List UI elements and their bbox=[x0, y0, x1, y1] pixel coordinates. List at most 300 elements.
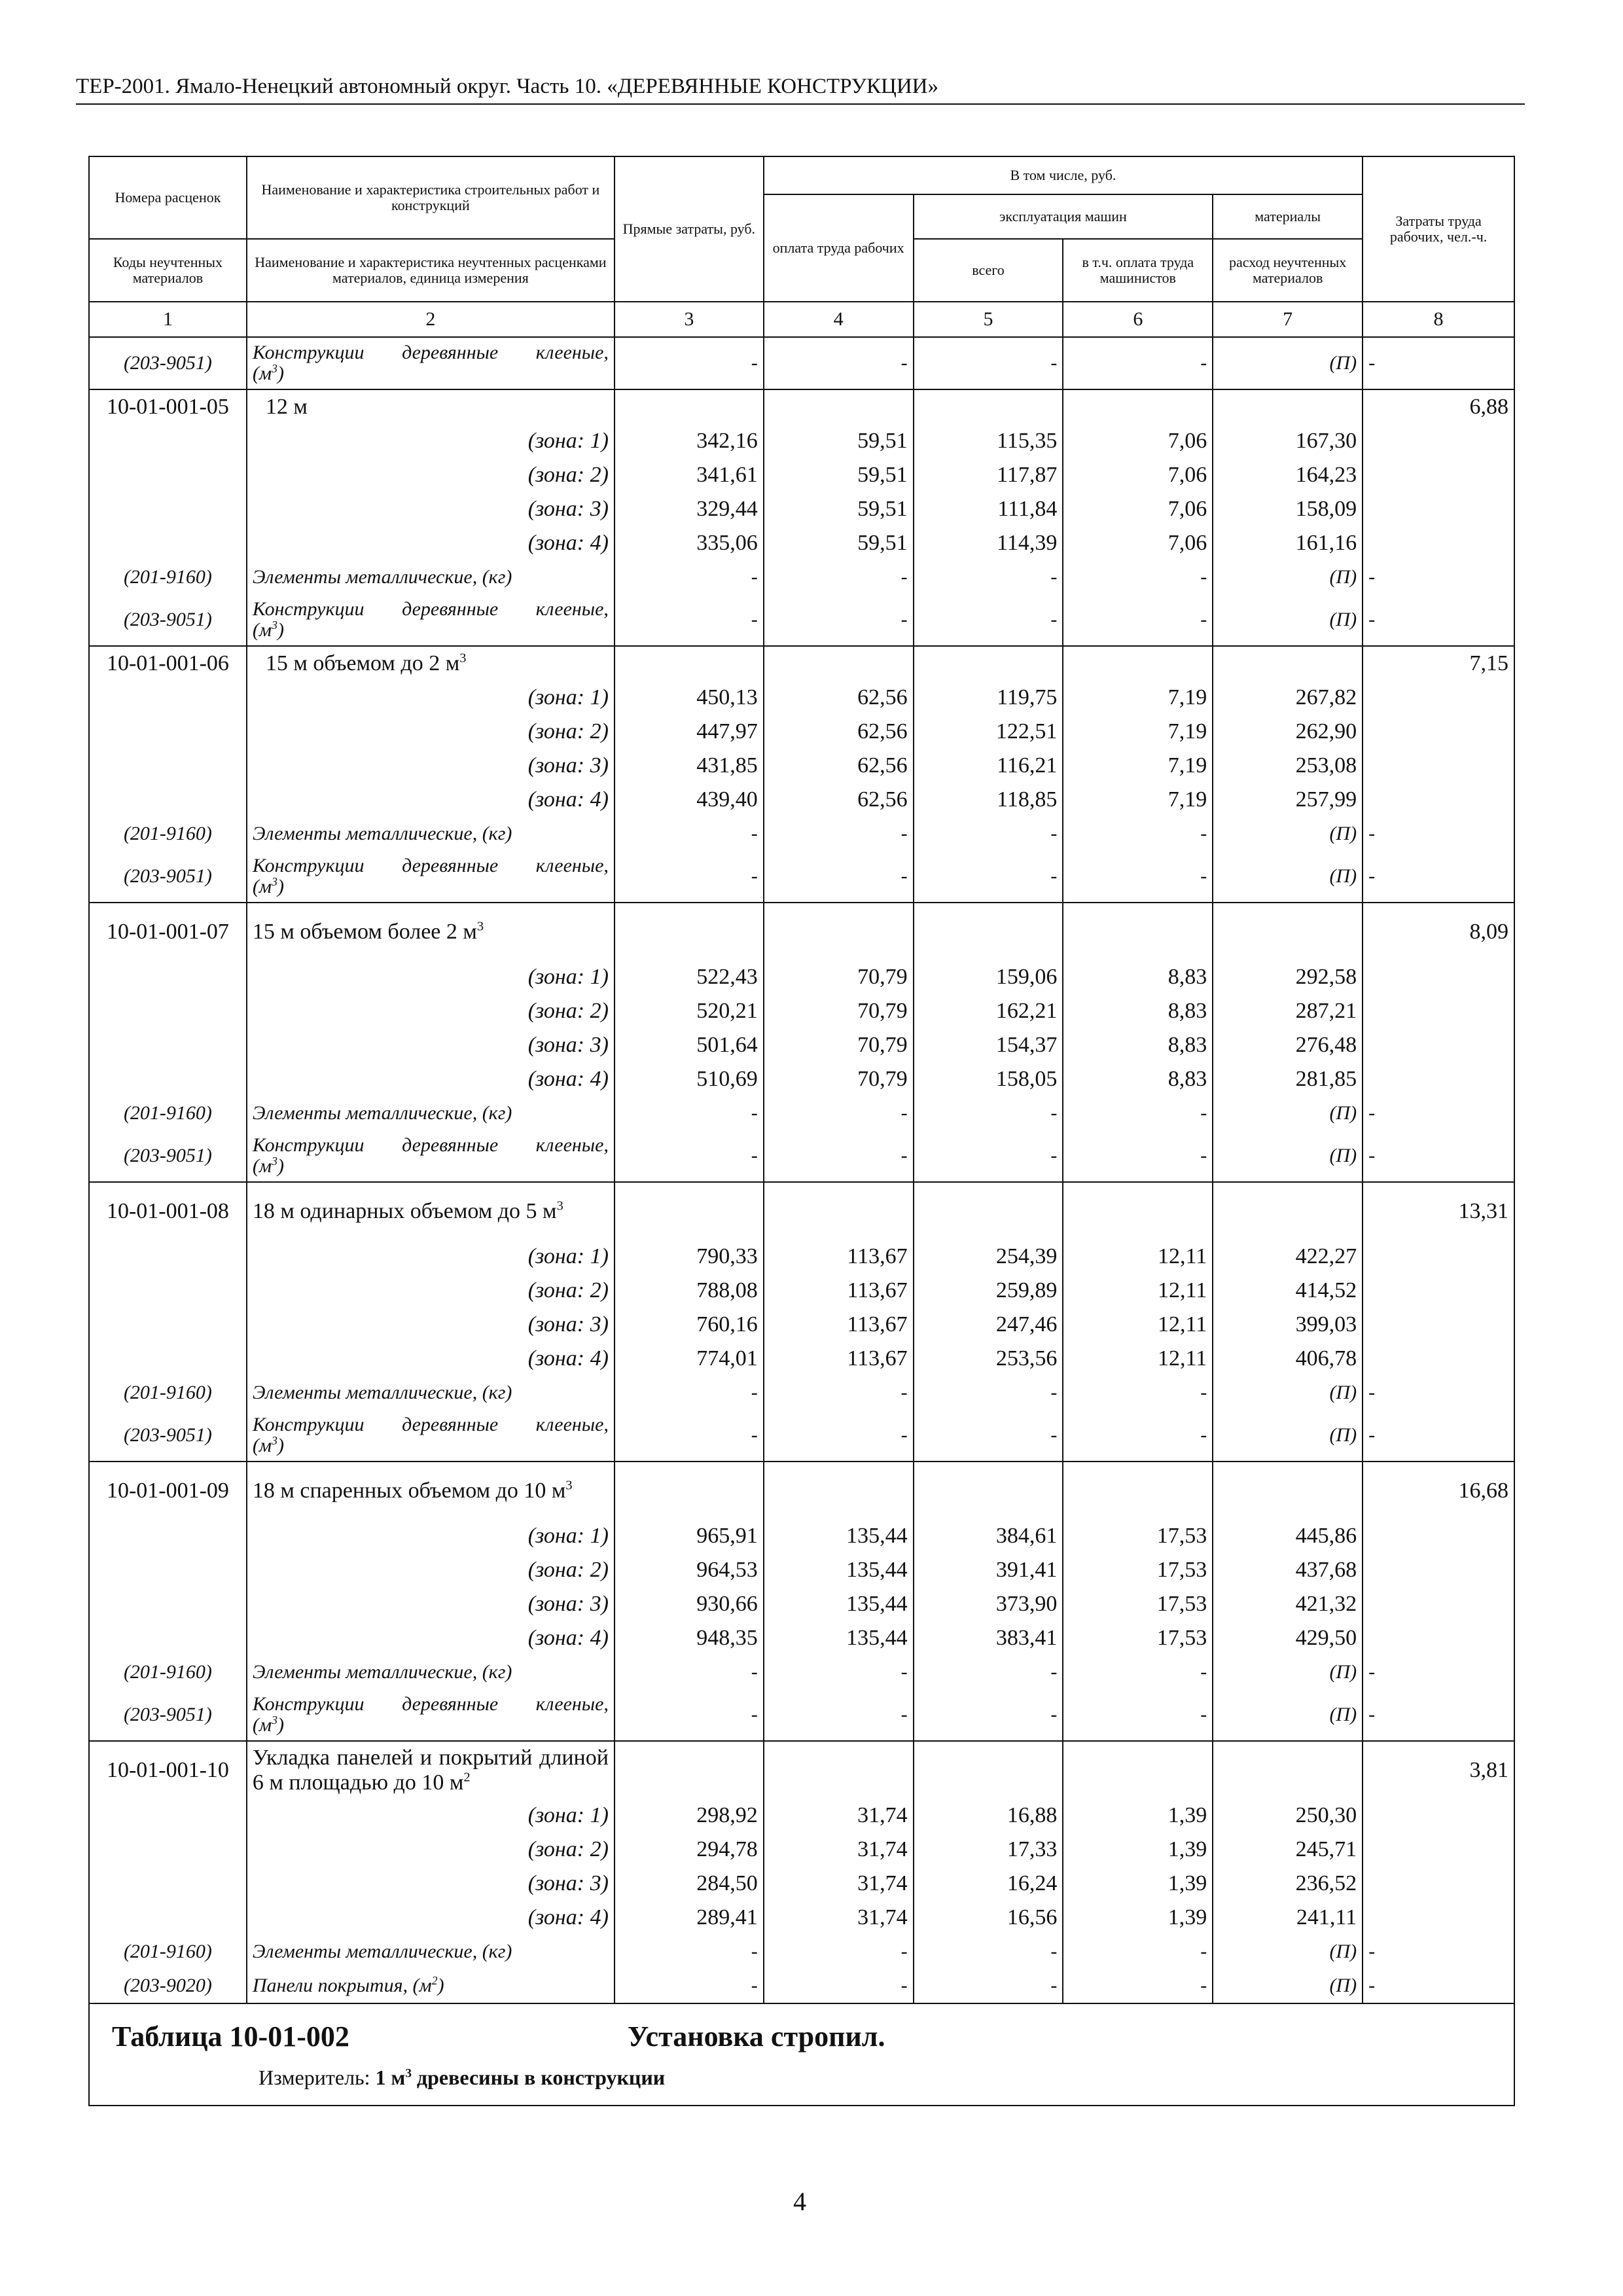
dash: - bbox=[914, 1655, 1063, 1689]
empty-cell bbox=[914, 1462, 1063, 1519]
machines-total: 122,51 bbox=[914, 715, 1063, 749]
col-incl: В том числе, руб. bbox=[764, 156, 1363, 194]
operators-pay: 17,53 bbox=[1063, 1587, 1213, 1621]
zone-row bbox=[89, 1833, 1514, 1867]
dash: - bbox=[764, 1410, 914, 1462]
dash: - bbox=[1363, 1689, 1514, 1741]
dash: - bbox=[1363, 594, 1514, 646]
labor-pay: 31,74 bbox=[764, 1901, 914, 1935]
machines-total: 373,90 bbox=[914, 1587, 1063, 1621]
dash: - bbox=[1063, 1689, 1213, 1741]
empty-cell bbox=[89, 1621, 247, 1655]
direct-cost: 948,35 bbox=[615, 1621, 764, 1655]
direct-cost: 335,06 bbox=[615, 526, 764, 560]
dash: - bbox=[615, 1935, 764, 1969]
empty-cell bbox=[1363, 1901, 1514, 1935]
direct-cost: 341,61 bbox=[615, 458, 764, 492]
operators-pay: 8,83 bbox=[1063, 1062, 1213, 1096]
col-total: всего bbox=[914, 239, 1063, 302]
p-mark: (П) bbox=[1213, 1410, 1363, 1462]
dash: - bbox=[615, 1376, 764, 1410]
material-row bbox=[89, 1969, 1514, 2003]
dash: - bbox=[914, 337, 1063, 389]
direct-cost: 965,91 bbox=[615, 1519, 764, 1553]
dash: - bbox=[1063, 337, 1213, 389]
zone-row bbox=[89, 1621, 1514, 1655]
dash: - bbox=[615, 1096, 764, 1130]
material-code: (201-9160) bbox=[89, 1935, 247, 1969]
zone-label: (зона: 3) bbox=[247, 1308, 615, 1342]
col-mat-usage: расход неучтенных материалов bbox=[1213, 239, 1363, 302]
direct-cost: 342,16 bbox=[615, 424, 764, 458]
empty-cell bbox=[1363, 1833, 1514, 1867]
zone-row bbox=[89, 1587, 1514, 1621]
zone-row bbox=[89, 1028, 1514, 1062]
zone-row bbox=[89, 1062, 1514, 1096]
machines-total: 391,41 bbox=[914, 1553, 1063, 1587]
empty-cell bbox=[615, 1182, 764, 1240]
material-name: Конструкции деревянные клееные, $(м^3)$ bbox=[247, 1130, 615, 1182]
empty-cell bbox=[89, 1274, 247, 1308]
rate-row bbox=[89, 903, 1514, 960]
empty-cell bbox=[89, 1799, 247, 1833]
empty-cell bbox=[615, 1462, 764, 1519]
direct-cost: 774,01 bbox=[615, 1342, 764, 1376]
empty-cell bbox=[1363, 526, 1514, 560]
machines-total: 114,39 bbox=[914, 526, 1063, 560]
dash: - bbox=[615, 560, 764, 594]
dash: - bbox=[764, 1689, 914, 1741]
material-name: Элементы металлические, (кг) bbox=[247, 1376, 615, 1410]
dash: - bbox=[1363, 1096, 1514, 1130]
empty-cell bbox=[615, 1741, 764, 1799]
empty-cell bbox=[1363, 715, 1514, 749]
direct-cost: 450,13 bbox=[615, 681, 764, 715]
dash: - bbox=[1063, 817, 1213, 851]
labor-cost: 13,31 bbox=[1363, 1182, 1514, 1240]
zone-row bbox=[89, 1274, 1514, 1308]
zone-label: (зона: 1) bbox=[247, 681, 615, 715]
labor-pay: 62,56 bbox=[764, 681, 914, 715]
materials-cost: 257,99 bbox=[1213, 783, 1363, 817]
empty-cell bbox=[89, 458, 247, 492]
material-code: (201-9160) bbox=[89, 1096, 247, 1130]
machines-total: 162,21 bbox=[914, 994, 1063, 1028]
empty-cell bbox=[764, 1462, 914, 1519]
material-row bbox=[89, 851, 1514, 903]
empty-cell bbox=[764, 646, 914, 681]
machines-total: 17,33 bbox=[914, 1833, 1063, 1867]
direct-cost: 431,85 bbox=[615, 749, 764, 783]
material-name: Элементы металлические, (кг) bbox=[247, 1096, 615, 1130]
zone-row bbox=[89, 715, 1514, 749]
zone-label: (зона: 1) bbox=[247, 424, 615, 458]
dash: - bbox=[914, 1935, 1063, 1969]
operators-pay: 1,39 bbox=[1063, 1901, 1213, 1935]
zone-row bbox=[89, 1867, 1514, 1901]
rate-name: 15 м объемом до 2 $м^3$ bbox=[247, 646, 615, 681]
dash: - bbox=[615, 851, 764, 903]
material-code: (203-9051) bbox=[89, 1410, 247, 1462]
page-number: 4 bbox=[793, 2187, 806, 2216]
p-mark: (П) bbox=[1213, 1096, 1363, 1130]
dash: - bbox=[764, 1376, 914, 1410]
labor-pay: 62,56 bbox=[764, 715, 914, 749]
table-title-name: Установка стропил. bbox=[628, 2020, 885, 2053]
zone-label: (зона: 3) bbox=[247, 1028, 615, 1062]
zone-row bbox=[89, 1901, 1514, 1935]
empty-cell bbox=[1063, 1462, 1213, 1519]
operators-pay: 7,06 bbox=[1063, 458, 1213, 492]
col-num: 4 bbox=[764, 302, 914, 337]
empty-cell bbox=[1363, 458, 1514, 492]
labor-pay: 135,44 bbox=[764, 1587, 914, 1621]
empty-cell bbox=[89, 526, 247, 560]
col-num: 7 bbox=[1213, 302, 1363, 337]
operators-pay: 17,53 bbox=[1063, 1519, 1213, 1553]
machines-total: 16,24 bbox=[914, 1867, 1063, 1901]
labor-pay: 70,79 bbox=[764, 1062, 914, 1096]
zone-label: (зона: 2) bbox=[247, 994, 615, 1028]
material-code: (201-9160) bbox=[89, 1376, 247, 1410]
labor-pay: 70,79 bbox=[764, 994, 914, 1028]
labor-pay: 62,56 bbox=[764, 749, 914, 783]
empty-cell bbox=[764, 389, 914, 424]
machines-total: 384,61 bbox=[914, 1519, 1063, 1553]
zone-label: (зона: 2) bbox=[247, 1833, 615, 1867]
col-num: 1 bbox=[89, 302, 247, 337]
dash: - bbox=[615, 594, 764, 646]
empty-cell bbox=[1363, 1553, 1514, 1587]
materials-cost: 437,68 bbox=[1213, 1553, 1363, 1587]
material-row bbox=[89, 1689, 1514, 1741]
dash: - bbox=[914, 1689, 1063, 1741]
empty-cell bbox=[1363, 1028, 1514, 1062]
col-num: 2 bbox=[247, 302, 615, 337]
machines-total: 154,37 bbox=[914, 1028, 1063, 1062]
empty-cell bbox=[1363, 1621, 1514, 1655]
empty-cell bbox=[764, 903, 914, 960]
direct-cost: 964,53 bbox=[615, 1553, 764, 1587]
col-direct: Прямые затраты, руб. bbox=[615, 156, 764, 302]
direct-cost: 522,43 bbox=[615, 960, 764, 994]
rate-code: 10-01-001-08 bbox=[89, 1182, 247, 1240]
operators-pay: 12,11 bbox=[1063, 1274, 1213, 1308]
operators-pay: 8,83 bbox=[1063, 994, 1213, 1028]
table-meter bbox=[259, 2066, 665, 2090]
empty-cell bbox=[1063, 1741, 1213, 1799]
col-incl-operators: в т.ч. оплата труда машинистов bbox=[1063, 239, 1213, 302]
direct-cost: 284,50 bbox=[615, 1867, 764, 1901]
dash: - bbox=[764, 817, 914, 851]
machines-total: 119,75 bbox=[914, 681, 1063, 715]
machines-total: 247,46 bbox=[914, 1308, 1063, 1342]
table-body bbox=[89, 337, 1514, 2003]
labor-pay: 113,67 bbox=[764, 1342, 914, 1376]
meter-label: Измеритель: bbox=[259, 2066, 370, 2089]
empty-cell bbox=[1363, 1274, 1514, 1308]
direct-cost: 790,33 bbox=[615, 1240, 764, 1274]
empty-cell bbox=[615, 389, 764, 424]
empty-cell bbox=[89, 424, 247, 458]
labor-pay: 62,56 bbox=[764, 783, 914, 817]
p-mark: (П) bbox=[1213, 594, 1363, 646]
rate-name: 18 м одинарных объемом до 5 $м^3$ bbox=[247, 1182, 615, 1240]
material-row bbox=[89, 1655, 1514, 1689]
dash: - bbox=[914, 594, 1063, 646]
operators-pay: 7,19 bbox=[1063, 715, 1213, 749]
machines-total: 16,88 bbox=[914, 1799, 1063, 1833]
col-work-name: Наименование и характеристика строительных работ и конструкций bbox=[247, 156, 615, 239]
empty-cell bbox=[1213, 1182, 1363, 1240]
direct-cost: 447,97 bbox=[615, 715, 764, 749]
machines-total: 116,21 bbox=[914, 749, 1063, 783]
material-name: Конструкции деревянные клееные, $(м^3)$ bbox=[247, 1689, 615, 1741]
meter-value: 1 $м^3$ древесины в конструкции bbox=[375, 2066, 666, 2089]
materials-cost: 236,52 bbox=[1213, 1867, 1363, 1901]
material-name: Конструкции деревянные клееные, $(м^3)$ bbox=[247, 1410, 615, 1462]
dash: - bbox=[914, 1376, 1063, 1410]
labor-pay: 113,67 bbox=[764, 1240, 914, 1274]
empty-cell bbox=[1363, 681, 1514, 715]
materials-cost: 253,08 bbox=[1213, 749, 1363, 783]
zone-row bbox=[89, 1553, 1514, 1587]
labor-pay: 113,67 bbox=[764, 1274, 914, 1308]
machines-total: 16,56 bbox=[914, 1901, 1063, 1935]
empty-cell bbox=[89, 1901, 247, 1935]
empty-cell bbox=[1213, 389, 1363, 424]
empty-cell bbox=[615, 903, 764, 960]
empty-cell bbox=[1363, 1587, 1514, 1621]
zone-row bbox=[89, 749, 1514, 783]
empty-cell bbox=[914, 1741, 1063, 1799]
dash: - bbox=[764, 1935, 914, 1969]
zone-row bbox=[89, 783, 1514, 817]
empty-cell bbox=[89, 681, 247, 715]
labor-pay: 135,44 bbox=[764, 1621, 914, 1655]
p-mark: (П) bbox=[1213, 1689, 1363, 1741]
direct-cost: 298,92 bbox=[615, 1799, 764, 1833]
zone-label: (зона: 2) bbox=[247, 1553, 615, 1587]
dash: - bbox=[914, 1410, 1063, 1462]
dash: - bbox=[764, 560, 914, 594]
material-unit: $(м^3)$ bbox=[252, 362, 285, 384]
empty-cell bbox=[89, 994, 247, 1028]
p-mark: (П) bbox=[1213, 337, 1363, 389]
labor-pay: 31,74 bbox=[764, 1867, 914, 1901]
empty-cell bbox=[89, 1867, 247, 1901]
empty-cell bbox=[764, 1182, 914, 1240]
materials-cost: 445,86 bbox=[1213, 1519, 1363, 1553]
material-code: (201-9160) bbox=[89, 1655, 247, 1689]
dash: - bbox=[1363, 817, 1514, 851]
col-num: 8 bbox=[1363, 302, 1514, 337]
direct-cost: 510,69 bbox=[615, 1062, 764, 1096]
material-code: (203-9051) bbox=[89, 1130, 247, 1182]
dash: - bbox=[1063, 1969, 1213, 2003]
empty-cell bbox=[1213, 1741, 1363, 1799]
operators-pay: 8,83 bbox=[1063, 960, 1213, 994]
material-row bbox=[89, 1130, 1514, 1182]
dash: - bbox=[914, 817, 1063, 851]
material-code: (201-9160) bbox=[89, 560, 247, 594]
rate-name: 12 м bbox=[247, 389, 615, 424]
direct-cost: 329,44 bbox=[615, 492, 764, 526]
materials-cost: 414,52 bbox=[1213, 1274, 1363, 1308]
empty-cell bbox=[1363, 994, 1514, 1028]
zone-label: (зона: 3) bbox=[247, 492, 615, 526]
material-name: Элементы металлические, (кг) bbox=[247, 1655, 615, 1689]
material-name bbox=[247, 337, 615, 389]
zone-label: (зона: 4) bbox=[247, 526, 615, 560]
empty-cell bbox=[89, 1342, 247, 1376]
operators-pay: 1,39 bbox=[1063, 1867, 1213, 1901]
p-mark: (П) bbox=[1213, 1655, 1363, 1689]
material-row bbox=[89, 560, 1514, 594]
operators-pay: 12,11 bbox=[1063, 1308, 1213, 1342]
empty-cell bbox=[1363, 1308, 1514, 1342]
direct-cost: 760,16 bbox=[615, 1308, 764, 1342]
zone-label: (зона: 3) bbox=[247, 1867, 615, 1901]
rate-row bbox=[89, 646, 1514, 681]
dash: - bbox=[1063, 560, 1213, 594]
empty-cell bbox=[1063, 389, 1213, 424]
price-table bbox=[88, 156, 1515, 2106]
machines-total: 253,56 bbox=[914, 1342, 1063, 1376]
empty-cell bbox=[1063, 903, 1213, 960]
zone-label: (зона: 2) bbox=[247, 458, 615, 492]
materials-cost: 267,82 bbox=[1213, 681, 1363, 715]
labor-pay: 59,51 bbox=[764, 492, 914, 526]
dash: - bbox=[1363, 337, 1514, 389]
col-machines: эксплуатация машин bbox=[914, 194, 1213, 239]
empty-cell bbox=[1063, 646, 1213, 681]
operators-pay: 12,11 bbox=[1063, 1240, 1213, 1274]
direct-cost: 439,40 bbox=[615, 783, 764, 817]
dash: - bbox=[914, 1096, 1063, 1130]
dash: - bbox=[1363, 1410, 1514, 1462]
materials-cost: 422,27 bbox=[1213, 1240, 1363, 1274]
zone-label: (зона: 1) bbox=[247, 1799, 615, 1833]
p-mark: (П) bbox=[1213, 817, 1363, 851]
materials-cost: 245,71 bbox=[1213, 1833, 1363, 1867]
dash: - bbox=[764, 1130, 914, 1182]
empty-cell bbox=[764, 1741, 914, 1799]
dash: - bbox=[764, 594, 914, 646]
table-title-label: Таблица 10-01-002 bbox=[112, 2020, 349, 2053]
labor-pay: 31,74 bbox=[764, 1799, 914, 1833]
labor-pay: 31,74 bbox=[764, 1833, 914, 1867]
col-codes: Коды неучтенных материалов bbox=[89, 239, 247, 302]
dash: - bbox=[1363, 1130, 1514, 1182]
rate-code: 10-01-001-09 bbox=[89, 1462, 247, 1519]
zone-row bbox=[89, 960, 1514, 994]
dash: - bbox=[1363, 1969, 1514, 2003]
p-mark: (П) bbox=[1213, 1376, 1363, 1410]
materials-cost: 250,30 bbox=[1213, 1799, 1363, 1833]
material-row bbox=[89, 817, 1514, 851]
empty-cell bbox=[1213, 646, 1363, 681]
zone-label: (зона: 3) bbox=[247, 749, 615, 783]
zone-row bbox=[89, 458, 1514, 492]
operators-pay: 7,06 bbox=[1063, 492, 1213, 526]
col-num: 6 bbox=[1063, 302, 1213, 337]
labor-pay: 113,67 bbox=[764, 1308, 914, 1342]
operators-pay: 1,39 bbox=[1063, 1833, 1213, 1867]
empty-cell bbox=[89, 783, 247, 817]
empty-cell bbox=[914, 903, 1063, 960]
dash: - bbox=[1063, 1376, 1213, 1410]
operators-pay: 7,06 bbox=[1063, 424, 1213, 458]
labor-pay: 135,44 bbox=[764, 1519, 914, 1553]
dash: - bbox=[914, 1969, 1063, 2003]
material-row bbox=[89, 594, 1514, 646]
material-code: (203-9051) bbox=[89, 851, 247, 903]
dash: - bbox=[1063, 851, 1213, 903]
rate-row bbox=[89, 389, 1514, 424]
materials-cost: 292,58 bbox=[1213, 960, 1363, 994]
machines-total: 158,05 bbox=[914, 1062, 1063, 1096]
col-labor-pay: оплата труда рабочих bbox=[764, 194, 914, 302]
p-mark: (П) bbox=[1213, 1935, 1363, 1969]
direct-cost: 289,41 bbox=[615, 1901, 764, 1935]
materials-cost: 164,23 bbox=[1213, 458, 1363, 492]
material-name: Панели покрытия, $(м^2)$ bbox=[247, 1969, 615, 2003]
operators-pay: 7,06 bbox=[1063, 526, 1213, 560]
dash: - bbox=[615, 1130, 764, 1182]
zone-label: (зона: 4) bbox=[247, 783, 615, 817]
dash: - bbox=[1063, 1655, 1213, 1689]
material-row bbox=[89, 1410, 1514, 1462]
materials-cost: 287,21 bbox=[1213, 994, 1363, 1028]
zone-label: (зона: 1) bbox=[247, 1240, 615, 1274]
materials-cost: 161,16 bbox=[1213, 526, 1363, 560]
running-header: ТЕР-2001. Ямало-Ненецкий автономный округ. Часть 10. «ДЕРЕВЯННЫЕ КОНСТРУКЦИИ» bbox=[76, 72, 1525, 105]
material-name: Элементы металлические, (кг) bbox=[247, 817, 615, 851]
p-mark: (П) bbox=[1213, 1969, 1363, 2003]
dash: - bbox=[1363, 851, 1514, 903]
zone-row bbox=[89, 994, 1514, 1028]
empty-cell bbox=[1363, 960, 1514, 994]
operators-pay: 7,19 bbox=[1063, 749, 1213, 783]
dash: - bbox=[1063, 1410, 1213, 1462]
material-name: Конструкции деревянные клееные, $(м^3)$ bbox=[247, 851, 615, 903]
col-labor-cost: Затраты труда рабочих, чел.-ч. bbox=[1363, 156, 1514, 302]
zone-label: (зона: 2) bbox=[247, 715, 615, 749]
empty-cell bbox=[1363, 783, 1514, 817]
empty-cell bbox=[89, 1028, 247, 1062]
material-code: (203-9020) bbox=[89, 1969, 247, 2003]
operators-pay: 7,19 bbox=[1063, 681, 1213, 715]
rate-code: 10-01-001-10 bbox=[89, 1741, 247, 1799]
p-mark: (П) bbox=[1213, 851, 1363, 903]
dash: - bbox=[615, 337, 764, 389]
materials-cost: 421,32 bbox=[1213, 1587, 1363, 1621]
rate-row bbox=[89, 1462, 1514, 1519]
operators-pay: 8,83 bbox=[1063, 1028, 1213, 1062]
labor-pay: 59,51 bbox=[764, 424, 914, 458]
operators-pay: 7,19 bbox=[1063, 783, 1213, 817]
empty-cell bbox=[1363, 1062, 1514, 1096]
material-code: (203-9051) bbox=[89, 337, 247, 389]
operators-pay: 17,53 bbox=[1063, 1553, 1213, 1587]
dash: - bbox=[1363, 1376, 1514, 1410]
machines-total: 254,39 bbox=[914, 1240, 1063, 1274]
material-row bbox=[89, 1096, 1514, 1130]
empty-cell bbox=[89, 1062, 247, 1096]
dash: - bbox=[1063, 594, 1213, 646]
materials-cost: 281,85 bbox=[1213, 1062, 1363, 1096]
